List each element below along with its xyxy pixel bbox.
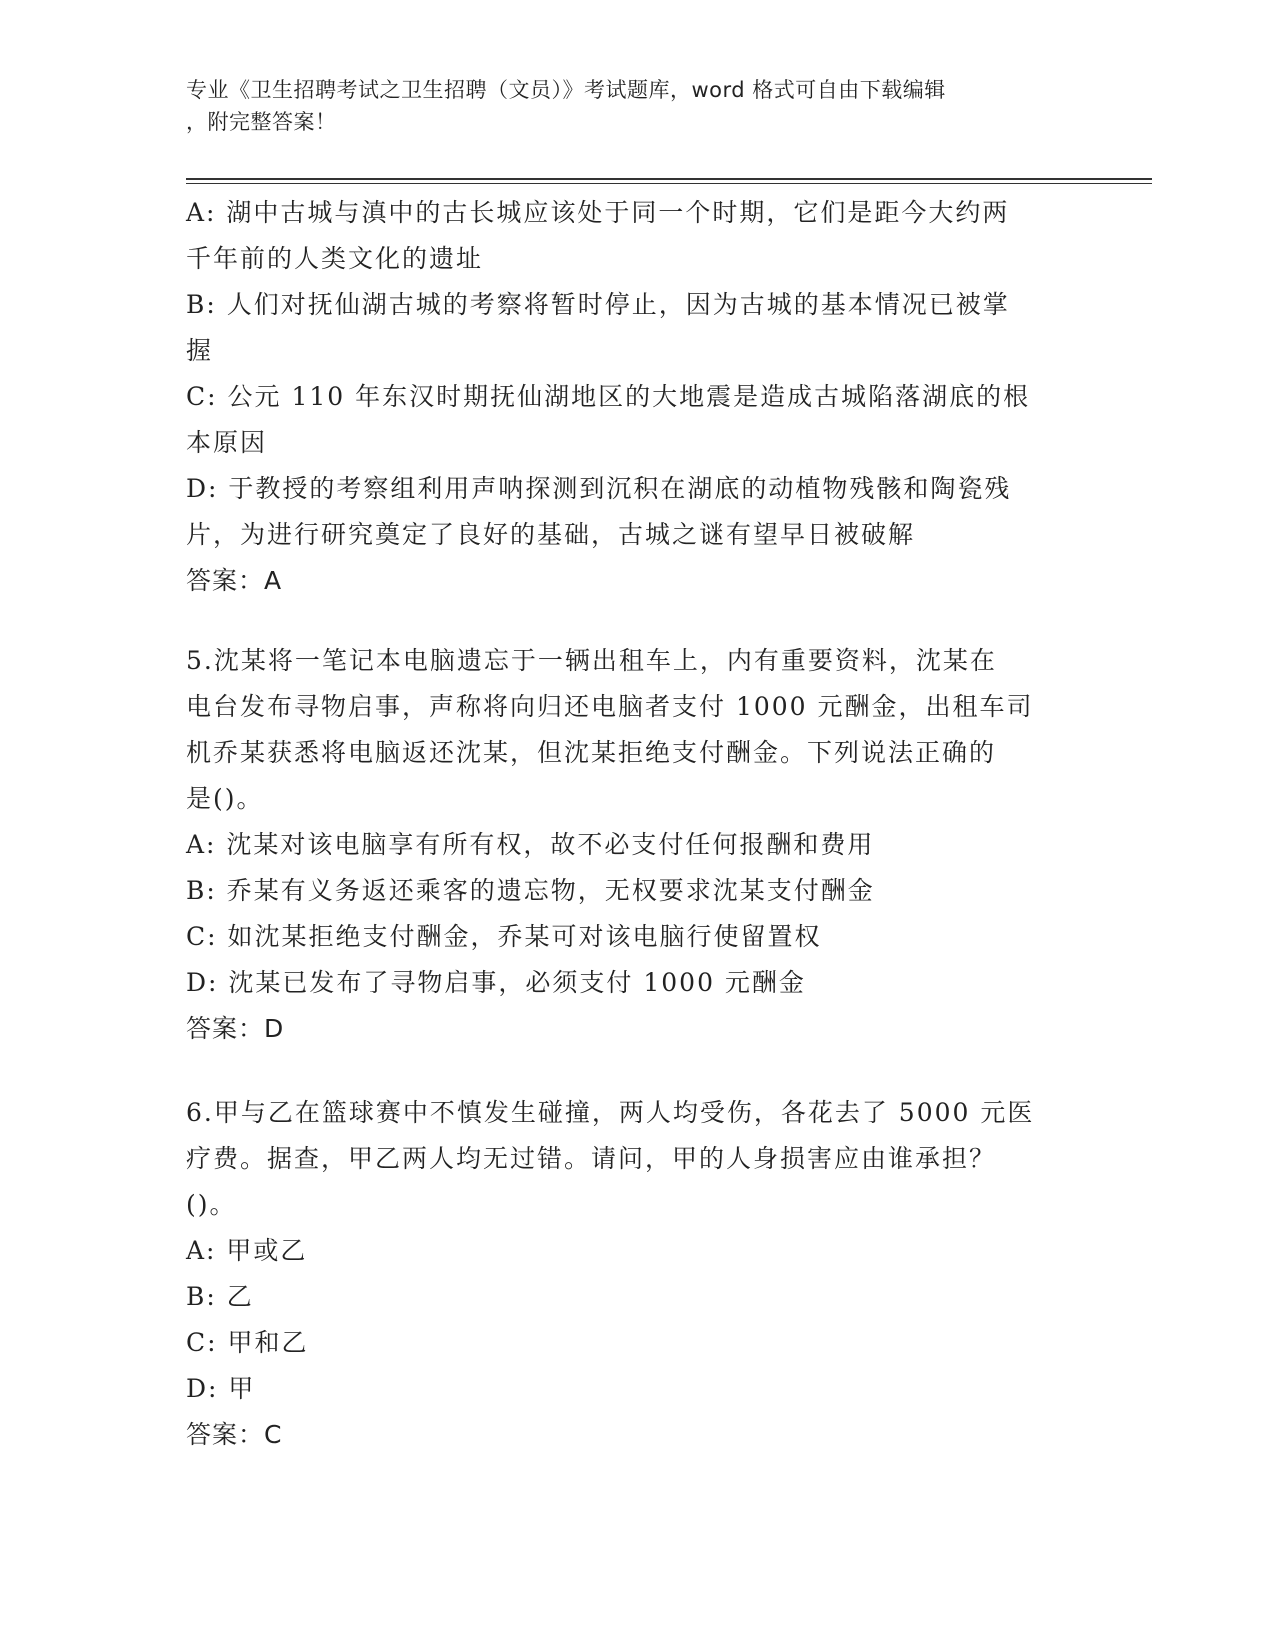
- question-5-answer: 答案：D: [186, 1014, 285, 1043]
- question-4-option-a-line-1: A: 湖中古城与滇中的古长城应该处于同一个时期，它们是距今大约两: [186, 198, 1010, 227]
- question-4-answer: 答案：A: [186, 566, 283, 595]
- question-4-block: [186, 190, 1066, 604]
- question-6-answer: 答案：C: [186, 1420, 283, 1449]
- question-4-option-c-line-2: 本原因: [186, 428, 268, 457]
- question-5-option-b: B: 乔某有义务返还乘客的遗忘物，无权要求沈某支付酬金: [186, 876, 875, 905]
- header-title-line-2: ，附完整答案！: [186, 110, 337, 134]
- question-5-stem-line-4: 是()。: [186, 784, 264, 813]
- header-title-line-1: 专业《卫生招聘考试之卫生招聘（文员）》考试题库，word 格式可自由下载编辑: [186, 78, 946, 102]
- question-5-stem-line-2: 电台发布寻物启事，声称将向归还电脑者支付 1000 元酬金，出租车司: [186, 692, 1034, 721]
- question-5-option-d: D: 沈某已发布了寻物启事，必须支付 1000 元酬金: [186, 968, 806, 997]
- header-divider-thick: [186, 178, 1152, 180]
- question-6-block: [186, 1090, 1066, 1458]
- question-4-option-a-line-2: 千年前的人类文化的遗址: [186, 244, 484, 273]
- question-5-block: [186, 638, 1066, 1052]
- header-divider-thin: [186, 183, 1152, 184]
- question-4-option-b-line-1: B: 人们对抚仙湖古城的考察将暂时停止，因为古城的基本情况已被掌: [186, 290, 1010, 319]
- question-6-option-b: B: 乙: [186, 1282, 254, 1311]
- question-6-stem-line-3: ()。: [186, 1190, 237, 1219]
- question-6-option-a: A: 甲或乙: [186, 1236, 308, 1265]
- question-4-option-c-line-1: C: 公元 110 年东汉时期抚仙湖地区的大地震是造成古城陷落湖底的根: [186, 382, 1031, 411]
- question-6-stem-line-1: 6.甲与乙在篮球赛中不慎发生碰撞，两人均受伤，各花去了 5000 元医: [186, 1098, 1035, 1127]
- question-4-option-d-line-2: 片，为进行研究奠定了良好的基础，古城之谜有望早日被破解: [186, 520, 916, 549]
- question-5-stem-line-1: 5.沈某将一笔记本电脑遗忘于一辆出租车上，内有重要资料，沈某在: [186, 646, 997, 675]
- question-6-option-c: C: 甲和乙: [186, 1328, 309, 1357]
- question-5-option-a: A: 沈某对该电脑享有所有权，故不必支付任何报酬和费用: [186, 830, 875, 859]
- question-6-stem-line-2: 疗费。据查，甲乙两人均无过错。请问，甲的人身损害应由谁承担？: [186, 1144, 997, 1173]
- question-6-option-d: D: 甲: [186, 1374, 256, 1403]
- question-5-option-c: C: 如沈某拒绝支付酬金，乔某可对该电脑行使留置权: [186, 922, 822, 951]
- question-5-stem-line-3: 机乔某获悉将电脑返还沈某，但沈某拒绝支付酬金。下列说法正确的: [186, 738, 997, 767]
- document-header: [186, 74, 1066, 138]
- question-4-option-d-line-1: D: 于教授的考察组利用声呐探测到沉积在湖底的动植物残骸和陶瓷残: [186, 474, 1012, 503]
- question-4-option-b-line-2: 握: [186, 336, 214, 365]
